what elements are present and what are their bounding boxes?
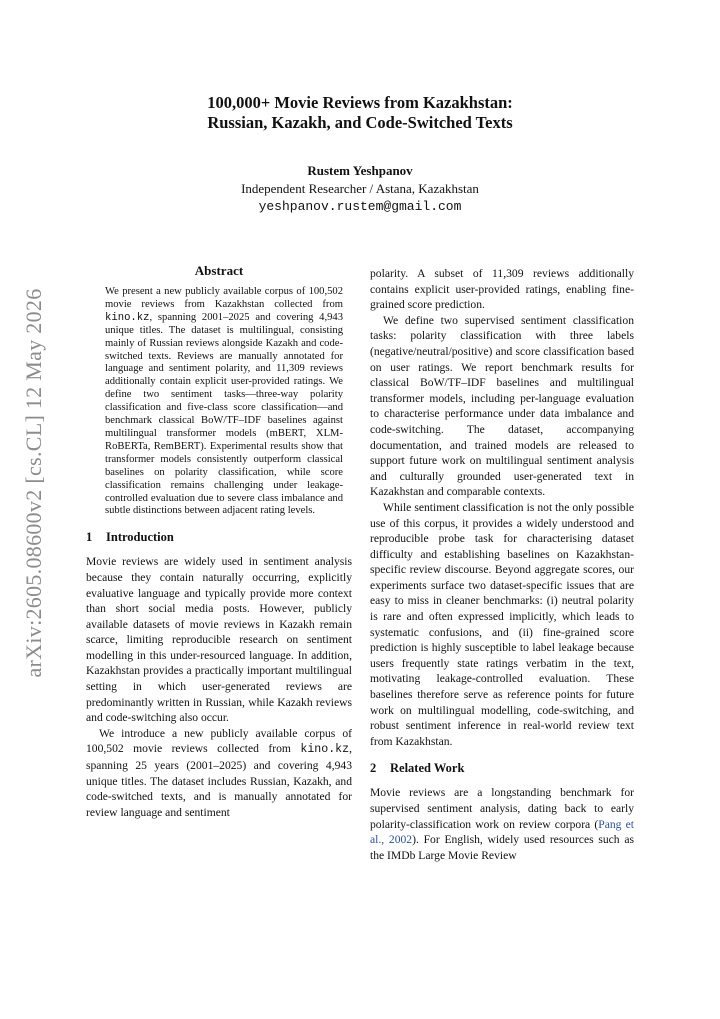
related-paragraph-1: Movie reviews are a longstanding benchmark for supervised sentiment analysis, dating back to early polarity-classification work on review corpora (Pang et al., 2002). For English, widely used resources such as the IMDb Large Movie Review (370, 786, 635, 862)
paper-title (0, 93, 720, 133)
title-line-1: 100,000+ Movie Reviews from Kazakhstan: (207, 93, 513, 112)
author-affiliation: Independent Researcher / Astana, Kazakhstan (241, 181, 479, 196)
arxiv-id: arXiv:2605.08600v2 [cs.CL] 12 May 2026 (21, 288, 46, 678)
intro-paragraph-2-continued: polarity. A subset of 11,309 reviews additionally contains explicit user-provided ratings, enabling fine-grained score prediction. (370, 267, 634, 312)
author-email: yeshpanov.rustem@gmail.com (258, 199, 462, 214)
intro-paragraph-2: We introduce a new publicly available corpus of 100,502 movie reviews collected from kino.kz, spanning 25 years (2001–2025) and covering 4,943 unique titles. The dataset includes Russian, Kazakh, and code-switched texts, and is manually annotated for review language and sentiment (86, 726, 352, 819)
arxiv-watermark (20, 288, 48, 678)
author-block (0, 162, 720, 216)
citation-link[interactable]: Pang et al., 2002 (370, 817, 635, 847)
left-column (86, 262, 352, 820)
author-name: Rustem Yeshpanov (307, 163, 413, 178)
intro-code: kino.kz (300, 743, 350, 757)
right-column (370, 266, 634, 863)
intro-paragraph-4: While sentiment classification is not the only possible use of this corpus, it provides a widely understood and reproducible probe task for characterising dataset difficulty and establishing baselines on Kazakhstan-specific review discourse. Beyond aggregate scores, our experiments surface two dataset-specific issues that are easy to miss in cleaner benchmarks: (i) neutral polarity is rare and often expressed implicitly, which leads to systematic confusions, and (ii) fine-grained score prediction is highly susceptible to label leakage because users frequently state ratings verbatim in the text, motivating leakage-controlled evaluation. These baselines therefore serve as reference points for future work on multilingual modelling, code-switching, and robust sentiment inference in real-world review text from Kazakhstan. (370, 500, 634, 748)
intro-paragraph-1: Movie reviews are widely used in sentiment analysis because they contain naturally occurring, explicitly evaluative language and typically provide more context than short social media posts. However, publicly available datasets of movie reviews in Kazakh remain scarce, limiting reproducible research on sentiment modelling in this under-resourced language. In addition, Kazakhstan provides a practically important multilingual setting in which user-generated reviews are predominantly written in Russian, while Kazakh reviews and code-switching also occur. (86, 555, 352, 725)
abstract-heading: Abstract (194, 263, 244, 278)
section-heading-related-work: 2 Related Work (370, 761, 465, 776)
title-line-2: Russian, Kazakh, and Code-Switched Texts (207, 113, 513, 132)
intro-paragraph-3: We define two supervised sentiment classification tasks: polarity classification with three labels (negative/neutral/positive) and score classification based on user ratings. We report benchmark results for classical BoW/TF–IDF baselines and multilingual transformer models, including per-language evaluation to characterise performance under data imbalance and code-switching. The dataset, accompanying documentation, and trained models are released to support future work on multilingual sentiment analysis and culturally grounded user-generated text in Kazakhstan and comparable contexts. (370, 313, 634, 499)
abstract-text: We present a new publicly available corpus of 100,502 movie reviews from Kazakhstan collected from kino.kz, spanning 2001–2025 and covering 4,943 unique titles. The dataset is multilingual, consisting mainly of Russian reviews alongside Kazakh and code-switched texts. Reviews are manually annotated for language and sentiment polarity, and 11,309 reviews additionally contain explicit user-provided ratings. We define two sentiment tasks—three-way polarity classification and five-class score classification—and benchmark classical BoW/TF–IDF baselines against multilingual transformer models (mBERT, XLM-RoBERTa, RemBERT). Experimental results show that transformer models consistently outperform classical baselines on polarity classification, while score classification remains challenging under leakage-controlled evaluation due to severe class imbalance and subtle distinctions between adjacent rating levels. (105, 286, 343, 517)
section-heading-introduction: 1 Introduction (86, 530, 174, 545)
abstract-code: kino.kz (105, 311, 150, 324)
